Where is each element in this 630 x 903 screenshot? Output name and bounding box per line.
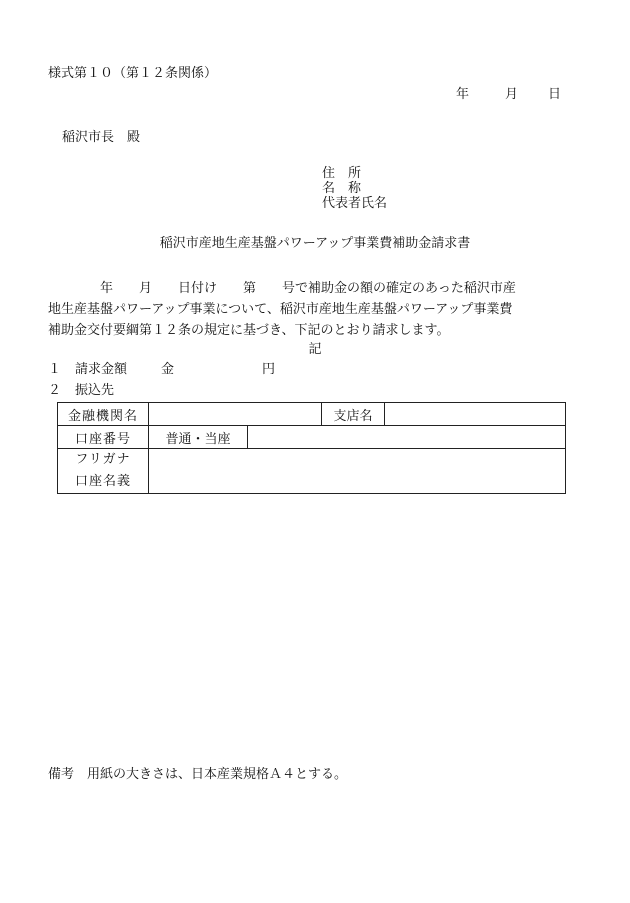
addressee: 稲沢市長 殿 (62, 130, 141, 145)
branch-label: 支店名 (322, 403, 385, 426)
date-month: 月 (505, 87, 519, 102)
holder-label-cell (58, 449, 149, 494)
item-request-amount (48, 362, 275, 378)
item-transfer-destination (48, 383, 114, 399)
document-title: 稲沢市産地生産基盤パワーアップ事業費補助金請求書 (159, 236, 471, 251)
date-year: 年 (456, 87, 470, 102)
holder-field[interactable] (149, 449, 566, 494)
applicant-block (322, 166, 387, 211)
table-row (58, 449, 566, 494)
account-type: 普通・当座 (149, 426, 248, 448)
item1-number: １ (48, 362, 62, 377)
account-number-field[interactable] (248, 426, 566, 448)
branch-field[interactable] (385, 403, 566, 426)
table-row (58, 426, 566, 449)
account-number-label: 口座番号 (58, 426, 149, 449)
request-body (48, 278, 588, 341)
body-line-3: 補助金交付要綱第１２条の規定に基づき、下記のとおり請求します。 (48, 323, 450, 338)
institution-label: 金融機関名 (58, 403, 149, 426)
institution-field[interactable] (149, 403, 322, 426)
item1-currency: 金 (161, 362, 175, 377)
item1-label: 請求金額 (75, 362, 128, 377)
remarks-note: 備考 用紙の大きさは、日本産業規格Ａ４とする。 (48, 767, 348, 782)
date-line (456, 87, 561, 103)
furigana-label: フリガナ (75, 452, 131, 467)
account-number-row (149, 426, 566, 449)
date-day: 日 (548, 87, 562, 102)
applicant-name-label: 名 称 (322, 181, 362, 196)
item1-unit: 円 (262, 362, 276, 377)
body-line-2: 地生産基盤パワーアップ事業について、稲沢市産地生産基盤パワーアップ事業費 (48, 302, 513, 317)
applicant-representative-label: 代表者氏名 (322, 196, 388, 211)
body-line-1: 年 月 日付け 第 号で補助金の額の確定のあった稲沢市産 (48, 281, 516, 296)
form-number: 様式第１０（第１２条関係） (48, 66, 218, 81)
table-row (58, 403, 566, 426)
applicant-address-label: 住 所 (322, 166, 362, 181)
bank-account-table (57, 402, 566, 494)
holder-label: 口座名義 (74, 474, 131, 489)
item2-number: ２ (48, 383, 62, 398)
ki-heading: 記 (308, 342, 322, 357)
item2-label: 振込先 (75, 383, 115, 398)
